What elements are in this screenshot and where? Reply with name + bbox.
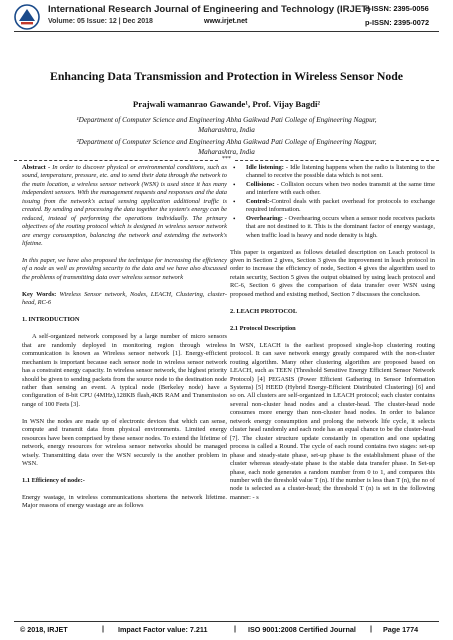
list-item-label: Idle listening:	[246, 164, 284, 171]
list-item-label: Overhearing:	[246, 214, 283, 222]
affiliation-2-line-2: Maharashtra, India	[198, 147, 255, 156]
abstract-label: Abstract -	[22, 164, 51, 171]
list-item-label: Control:-	[246, 197, 272, 205]
journal-name: International Research Journal of Engineering and Technology (IRJET)	[48, 4, 371, 15]
affiliation-1-line-2: Maharashtra, India	[198, 125, 255, 134]
abstract	[22, 164, 227, 249]
protocol-description-heading: 2.1 Protocol Description	[230, 324, 296, 332]
list-item-collisions	[230, 181, 435, 198]
list-item-label: Collisions:	[246, 180, 275, 188]
protocol-description-paragraph: In WSN, LEACH is the earliest proposed single-hop clustering routing protocol. It can save network energy greatly compared with the non-cluster routing algorithm. Many other clustering algorithm are proposed based on LEACH, such as TEEN (Threshold Sensitive Energy Efficient Sensor Network Protocol) [4] PEGASIS (Power Efficient Gathering in Sensor Information Systems) [5] HEED (Hybrid Energy-Efficient Distributed Clustering) [6] and so on. All clusters are self-organized in LEACH protocol; each cluster contains several non-cluster head nodes and a cluster-head. The cluster-head node consumes more energy than non-cluster head nodes. In order to balance network energy consumption and prolong the network life cycle, it selects cluster head randomly and each node has an equal chance to be the cluster-head [7]. The cluster structure update constantly in operation and one updating process is called a Round. The cycle of each round contains two stages: set-up phase and steady-state phase, set-up phase is the establishment phase of the cluster whereas steady-state phase is the stable data transfer phase. In Set-up phase, each node generates a random number from 0 to 1, and compares this number with the threshold value T (n). If the number is less than T (n), the no of node is selected as a cluster-head; the threshold T (n) is set in the following manner: - s	[230, 341, 435, 501]
abstract-body: In order to discover physical or environmental conditions, such as sound, temperature, pressure, etc. and to send their data through the network to the main location, a wireless sensor network (WSN) is used since it has many independent sensors. With the management requests and responses and the data issuing from the network's actual sensing application additional traffic is created. By sending and processing the data together the system's energy can be reduced, instead of performing the operations individually. The primary objectives of the routing protocol which is designed in wireless sensor network are energy consumption, balancing the network and extending the network's lifetime.	[22, 164, 227, 248]
journal-header	[0, 0, 453, 36]
e-issn: e-ISSN: 2395-0056	[365, 4, 429, 13]
list-item-text: - Collision occurs when two nodes transmit at the same time and interfere with each other.	[246, 180, 435, 197]
right-column	[230, 164, 435, 511]
footer-separator: |	[234, 624, 237, 633]
irjet-logo-icon	[14, 4, 40, 30]
left-column	[22, 164, 227, 519]
divider-stars-text: ***	[219, 156, 234, 162]
footer-page-number: Page 1774	[383, 625, 419, 634]
footer-impact-factor: Impact Factor value: 7.211	[118, 625, 208, 634]
paper-authors: Prajwali wamanrao Gawande¹, Prof. Vijay Bagdi²	[132, 99, 321, 109]
divider-stars	[0, 156, 453, 162]
list-item-text: - Overhearing occurs when a sensor node receives packets that are not destined to it. This is the dominant factor of energy wastage, when traffic load is heavy and node density is high.	[246, 214, 435, 239]
keywords-body: Wireless Sensor network, Nodes, LEACH, Clustering, cluster-head, RC-6	[22, 290, 227, 307]
organization-paragraph: This paper is organized as follows detailed description on Leach protocol is given in Section 2 gives, Section 3 gives the improvement in leach protocol in order to increase the efficiency of node, Section 4 gives the algorithm used to retain security, Section 5 gives the output obtained by using leach protocol and RC-6, Section 6 gives the comparison of data transfer over WSN using proposed method and existing method, Section 7 discusses the conclusion.	[230, 248, 435, 298]
footer-separator: |	[370, 624, 373, 633]
list-item-control	[230, 198, 435, 215]
volume-issue: Volume: 05 Issue: 12 | Dec 2018	[48, 18, 153, 25]
footer-separator: |	[102, 624, 105, 633]
introduction-paragraph-2: In WSN the nodes are made up of electronic devices that which can sense, compute and transmit data from physical environments. Limited energy resources have been comprised by these sensor nodes. To extend the lifetime of network, energy resources for wireless sensor networks should be managed wisely. Transmitting data over the WSN securely is the another problem in WSN.	[22, 417, 227, 468]
footer-iso-certification: ISO 9001:2008 Certified Journal	[248, 625, 356, 634]
affiliation-2-line-1: ²Department of Computer Science and Engineering Abha Gaikwad Pati College of Engineering Nagpur,	[76, 138, 377, 146]
affiliation-1-line-1: ¹Department of Computer Science and Engineering Abha Gaikwad Pati College of Engineering Nagpur,	[76, 116, 377, 124]
list-item-idle-listening	[230, 164, 435, 181]
list-item-text: Control deals with packet overhead for protocols to exchange required information.	[246, 197, 435, 214]
list-item-overhearing	[230, 215, 435, 240]
footer-copyright: © 2018, IRJET	[20, 625, 68, 634]
header-divider	[14, 31, 439, 32]
keywords	[22, 291, 227, 308]
affiliation-1	[0, 116, 453, 135]
efficiency-paragraph: Energy wastage, in wireless communications shortens the network lifetime. Major reasons of energy wastage are as follows	[22, 494, 227, 510]
introduction-paragraph-1: A self-organized network composed by a large number of micro sensors that are randomly deployed in monitoring region through wireless communication is known as Wireless sensor network [1]. Energy-efficient mechanism is important because each sensor node in wireless sensor network has a constraint energy capacity. In wireless sensor network, the highest priority should be given to sending packets from the source node to the destination node rather than sensing an event. A typical node (Berkeley node) have a configuration of 8-bit CPU (4MHz),128KB flash,4KB RAM and Transmission range of 100 Feets [3].	[22, 333, 227, 408]
journal-website-link[interactable]: www.irjet.net	[204, 18, 248, 25]
footer-divider	[14, 621, 439, 622]
paper-title: Enhancing Data Transmission and Protection in Wireless Sensor Node	[49, 69, 404, 83]
introduction-heading: 1. INTRODUCTION	[22, 316, 80, 324]
leach-protocol-heading: 2. LEACH PROTOCOL	[230, 307, 298, 315]
keywords-label: Key Words:	[22, 290, 57, 298]
efficiency-heading: 1.1 Efficiency of node:-	[22, 477, 85, 485]
abstract-paragraph-2: In this paper, we have also proposed the technique for increasing the efficiency of a node as well as providing security to the data and we have also discussed the problems of transmitting data over wireless sensor network	[22, 257, 227, 281]
affiliation-2	[0, 138, 453, 157]
list-item-text: - Idle listening happens when the radio is listening to the channel to receive the possible data which is not sent.	[246, 164, 435, 180]
irjet-logo	[14, 4, 40, 30]
energy-wastage-list	[230, 164, 435, 240]
p-issn: p-ISSN: 2395-0072	[365, 18, 430, 27]
